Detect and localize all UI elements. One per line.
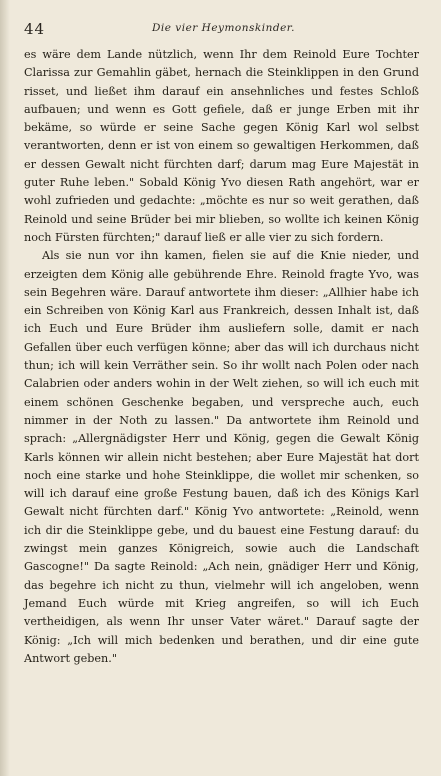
paragraph-continuation: es wäre dem Lande nützlich, wenn Ihr dem Reinold Eure Tochter Clarissa zur Gemahlin gäbet, hernach die Steinklippen in den Grund risset, und ließet ihm darauf ein ansehnliches und festes Schloß aufbauen; und wenn es Gott gefiele, daß er junge Erben mit ihr bekäme, so würde er seine Sache gegen König Karl wol selbst verantworten, denn er ist von einem so gewaltigen Herkommen, daß er dessen Gewalt nicht fürchten darf; darum mag Eure Majestät in guter Ruhe leben." Sobald König Yvo diesen Rath angehört, war er wohl zufrieden und gedachte: „möchte es nur so weit gerathen, daß Reinold und seine Brüder bei mir blieben, so wollte ich keinen König noch Fürsten fürchten;" darauf ließ er alle vier zu sich fordern. — [24, 48, 419, 244]
body-text — [24, 46, 419, 668]
paragraph: Als sie nun vor ihn kamen, fielen sie auf die Knie nieder, und erzeigten dem König alle gebührende Ehre. Reinold fragte Yvo, was sein Begehren wäre. Darauf antwortete ihm dieser: „Allhier habe ich ein Schreiben von König Karl aus Frankreich, dessen Inhalt ist, daß ich Euch und Eure Brüder ihm ausliefern solle, damit er nach Gefallen über euch verfügen könne; aber das will ich durchaus nicht thun; ich will kein Verräther sein. So ihr wollt nach Polen oder nach Calabrien oder anders wohin in der Welt ziehen, so will ich euch mit einem schönen Geschenke begaben, und verspreche auch, euch nimmer in der Noth zu lassen." Da antwortete ihm Reinold und sprach: „Allergnädigster Herr und König, gegen die Gewalt König Karls können wir allein nicht bestehen; aber Eure Majestät hat dort noch eine starke und hohe Steinklippe, die wollet mir schenken, so will ich darauf eine große Festung bauen, daß ich des Königs Karl Gewalt nicht fürchten darf." König Yvo antwortete: „Reinold, wenn ich dir die Steinklippe gebe, und du bauest eine Festung darauf: du zwingst mein ganzes Königreich, sowie auch die Landschaft Gascogne!" Da sagte Reinold: „Ach nein, gnädiger Herr und König, das begehre ich nicht zu thun, vielmehr will ich angeloben, wenn Jemand Euch würde mit Krieg angreifen, so will ich Euch vertheidigen, als wenn Ihr unser Vater wäret." Darauf sagte der König: „Ich will mich bedenken und berathen, und dir eine gute Antwort geben." — [24, 249, 419, 665]
page-gutter-shadow — [0, 0, 10, 776]
page-header — [24, 20, 423, 40]
page-number: 44 — [24, 20, 46, 38]
running-title: Die vier Heymonskinder. — [151, 22, 296, 34]
